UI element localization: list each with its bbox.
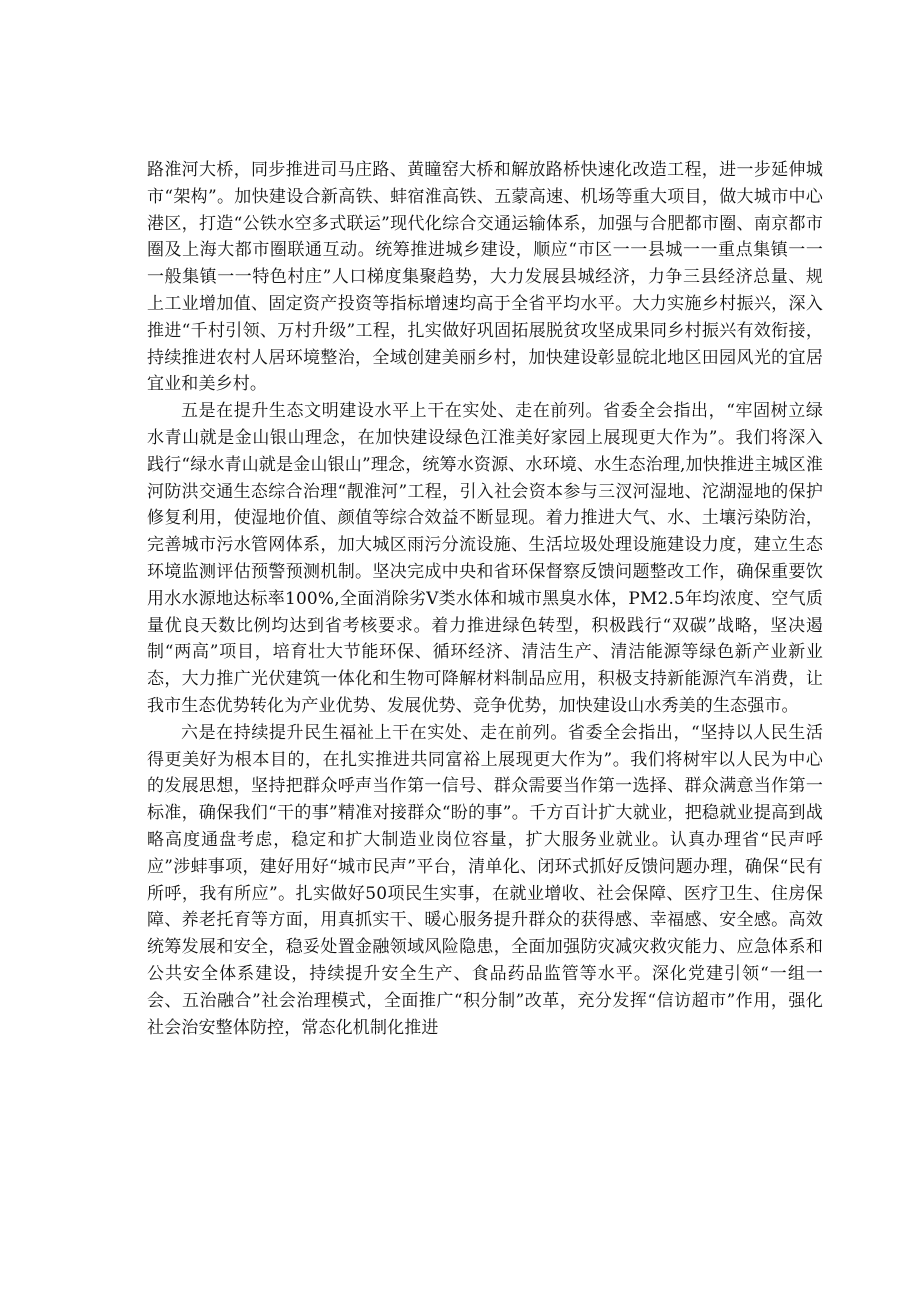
paragraph-3: 六是在持续提升民生福祉上干在实处、走在前列。省委全会指出，“坚持以人民生活得更美好为根本目的，在扎实推进共同富裕上展现更大作为”。我们将树牢以人民为中心的发展思想，坚持把群众呼声当作第一信号、群众需要当作第一选择、群众满意当作第一标准，确保我们“干的事”精准对接群众“盼的事”。千方百计扩大就业，把稳就业提高到战略高度通盘考虑，稳定和扩大制造业岗位容量，扩大服务业就业。认真办理省“民声呼应”涉蚌事项，建好用好“城市民声”平台，清单化、闭环式抓好反馈问题办理，确保“民有所呼，我有所应”。扎实做好50项民生实事，在就业增收、社会保障、医疗卫生、住房保障、养老托育等方面，用真抓实干、暖心服务提升群众的获得感、幸福感、安全感。高效统筹发展和安全，稳妥处置金融领域风险隐患，全面加强防灾减灾救灾能力、应急体系和公共安全体系建设，持续提升安全生产、食品药品监管等水平。深化党建引领“一组一会、五治融合”社会治理模式，全面推广“积分制”改革，充分发挥“信访超市”作用，强化社会治安整体防控，常态化机制化推进 (147, 722, 823, 1038)
document-body (147, 157, 823, 1041)
paragraph-1: 路淮河大桥，同步推进司马庄路、黄瞳窑大桥和解放路桥快速化改造工程，进一步延伸城市“架构”。加快建设合新高铁、蚌宿淮高铁、五蒙高速、机场等重大项目，做大城市中心港区，打造“公铁水空多式联运”现代化综合交通运输体系，加强与合肥都市圈、南京都市圈及上海大都市圈联通互动。统筹推进城乡建设，顺应“市区一一县城一一重点集镇一一一般集镇一一特色村庄”人口梯度集聚趋势，大力发展县城经济，力争三县经济总量、规上工业增加值、固定资产投资等指标增速均高于全省平均水平。大力实施乡村振兴，深入推进“千村引领、万村升级”工程，扎实做好巩固拓展脱贫攻坚成果同乡村振兴有效衔接，持续推进农村人居环境整治，全域创建美丽乡村，加快建设彰显皖北地区田园风光的宜居宜业和美乡村。 (147, 160, 823, 395)
paragraph-2: 五是在提升生态文明建设水平上干在实处、走在前列。省委全会指出，“牢固树立绿水青山就是金山银山理念，在加快建设绿色江淮美好家园上展现更大作为”。我们将深入践行“绿水青山就是金山银山”理念，统筹水资源、水环境、水生态治理,加快推进主城区淮河防洪交通生态综合治理“靓淮河”工程，引入社会资本参与三汊河湿地、沱湖湿地的保护修复利用，使湿地价值、颜值等综合效益不断显现。着力推进大气、水、土壤污染防治，完善城市污水管网体系，加大城区雨污分流设施、生活垃圾处理设施建设力度，建立生态环境监测评估预警预测机制。坚决完成中央和省环保督察反馈问题整改工作，确保重要饮用水水源地达标率100%,全面消除劣Ⅴ类水体和城市黑臭水体，PM2.5年均浓度、空气质量优良天数比例均达到省考核要求。着力推进绿色转型，积极践行“双碳”战略，坚决遏制“两高”项目，培育壮大节能环保、循环经济、清洁生产、清洁能源等绿色新产业新业态，大力推广光伏建筑一体化和生物可降解材料制品应用，积极支持新能源汽车消费，让我市生态优势转化为产业优势、发展优势、竞争优势，加快建设山水秀美的生态强市。 (147, 401, 823, 716)
